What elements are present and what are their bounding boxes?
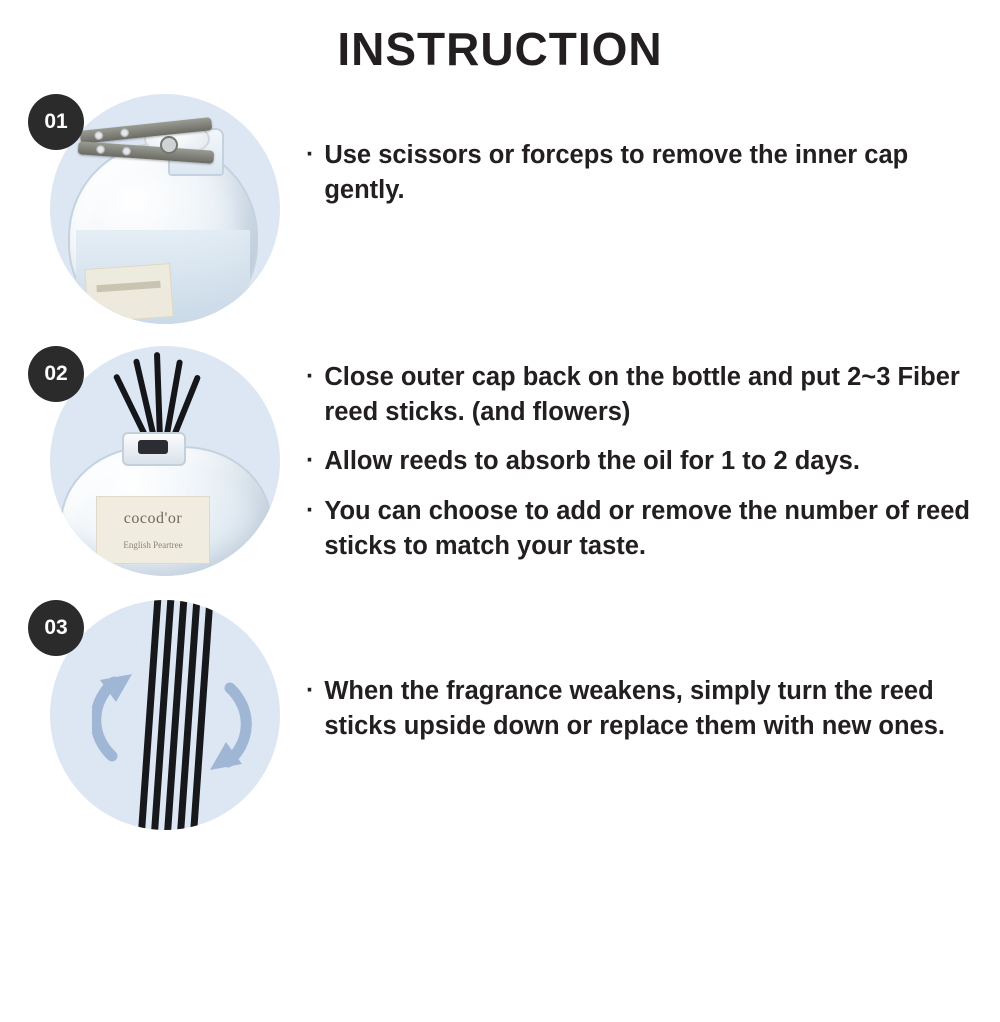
instruction-step-03 [0, 600, 1000, 830]
scissors-hole [96, 145, 106, 155]
product-label [96, 496, 210, 564]
bottle-collar [122, 432, 186, 466]
page-title: INSTRUCTION [337, 23, 663, 75]
scissors-hole [94, 131, 104, 141]
instruction-step-01 [0, 94, 1000, 324]
step-01-badge: 01 [28, 94, 84, 150]
bullet-item [306, 360, 982, 430]
scissors-pivot-icon [160, 136, 178, 154]
bottle-label-text [96, 281, 160, 292]
brand-name: cocod'or [123, 510, 183, 527]
step-03-image [50, 600, 280, 830]
scissors-hole [120, 128, 130, 138]
bullet-item [306, 674, 982, 744]
instruction-step-02 [0, 346, 1000, 578]
bullet-marker-icon: · [306, 140, 315, 168]
step-02-bullets [296, 346, 1000, 578]
step-02-badge: 02 [28, 346, 84, 402]
bullet-text: Use scissors or forceps to remove the inner cap gently. [324, 141, 909, 205]
instruction-page [0, 22, 1000, 1022]
bullet-item [306, 444, 982, 479]
bottle-shape-icon [68, 142, 258, 324]
bullet-item [306, 138, 982, 208]
bullet-text: You can choose to add or remove the number of reed sticks to match your taste. [324, 496, 970, 560]
step-03-media [28, 600, 296, 830]
step-01-image [50, 94, 280, 324]
step-01-media [28, 94, 296, 324]
bullet-text: Allow reeds to absorb the oil for 1 to 2 days. [324, 447, 860, 476]
step-03-bullets [296, 600, 1000, 758]
fragrance-name: English Peartree [123, 540, 183, 550]
bullet-item [306, 494, 982, 564]
bullet-marker-icon: · [306, 446, 315, 475]
bullet-marker-icon: · [306, 675, 315, 704]
scissors-hole [122, 146, 132, 156]
step-03-badge: 03 [28, 600, 84, 656]
reed-sticks-icon [137, 600, 224, 830]
bullet-marker-icon: · [306, 495, 315, 524]
bullet-marker-icon: · [306, 362, 315, 390]
bullet-text: When the fragrance weakens, simply turn the reed sticks upside down or replace them with new ones. [324, 676, 945, 741]
step-02-image [50, 346, 280, 576]
step-01-bullets [296, 94, 1000, 222]
step-02-media [28, 346, 296, 576]
bullet-text: Close outer cap back on the bottle and put 2~3 Fiber reed sticks. (and flowers) [324, 363, 960, 427]
bottle-opening [138, 440, 168, 454]
bottle-label [84, 263, 174, 323]
